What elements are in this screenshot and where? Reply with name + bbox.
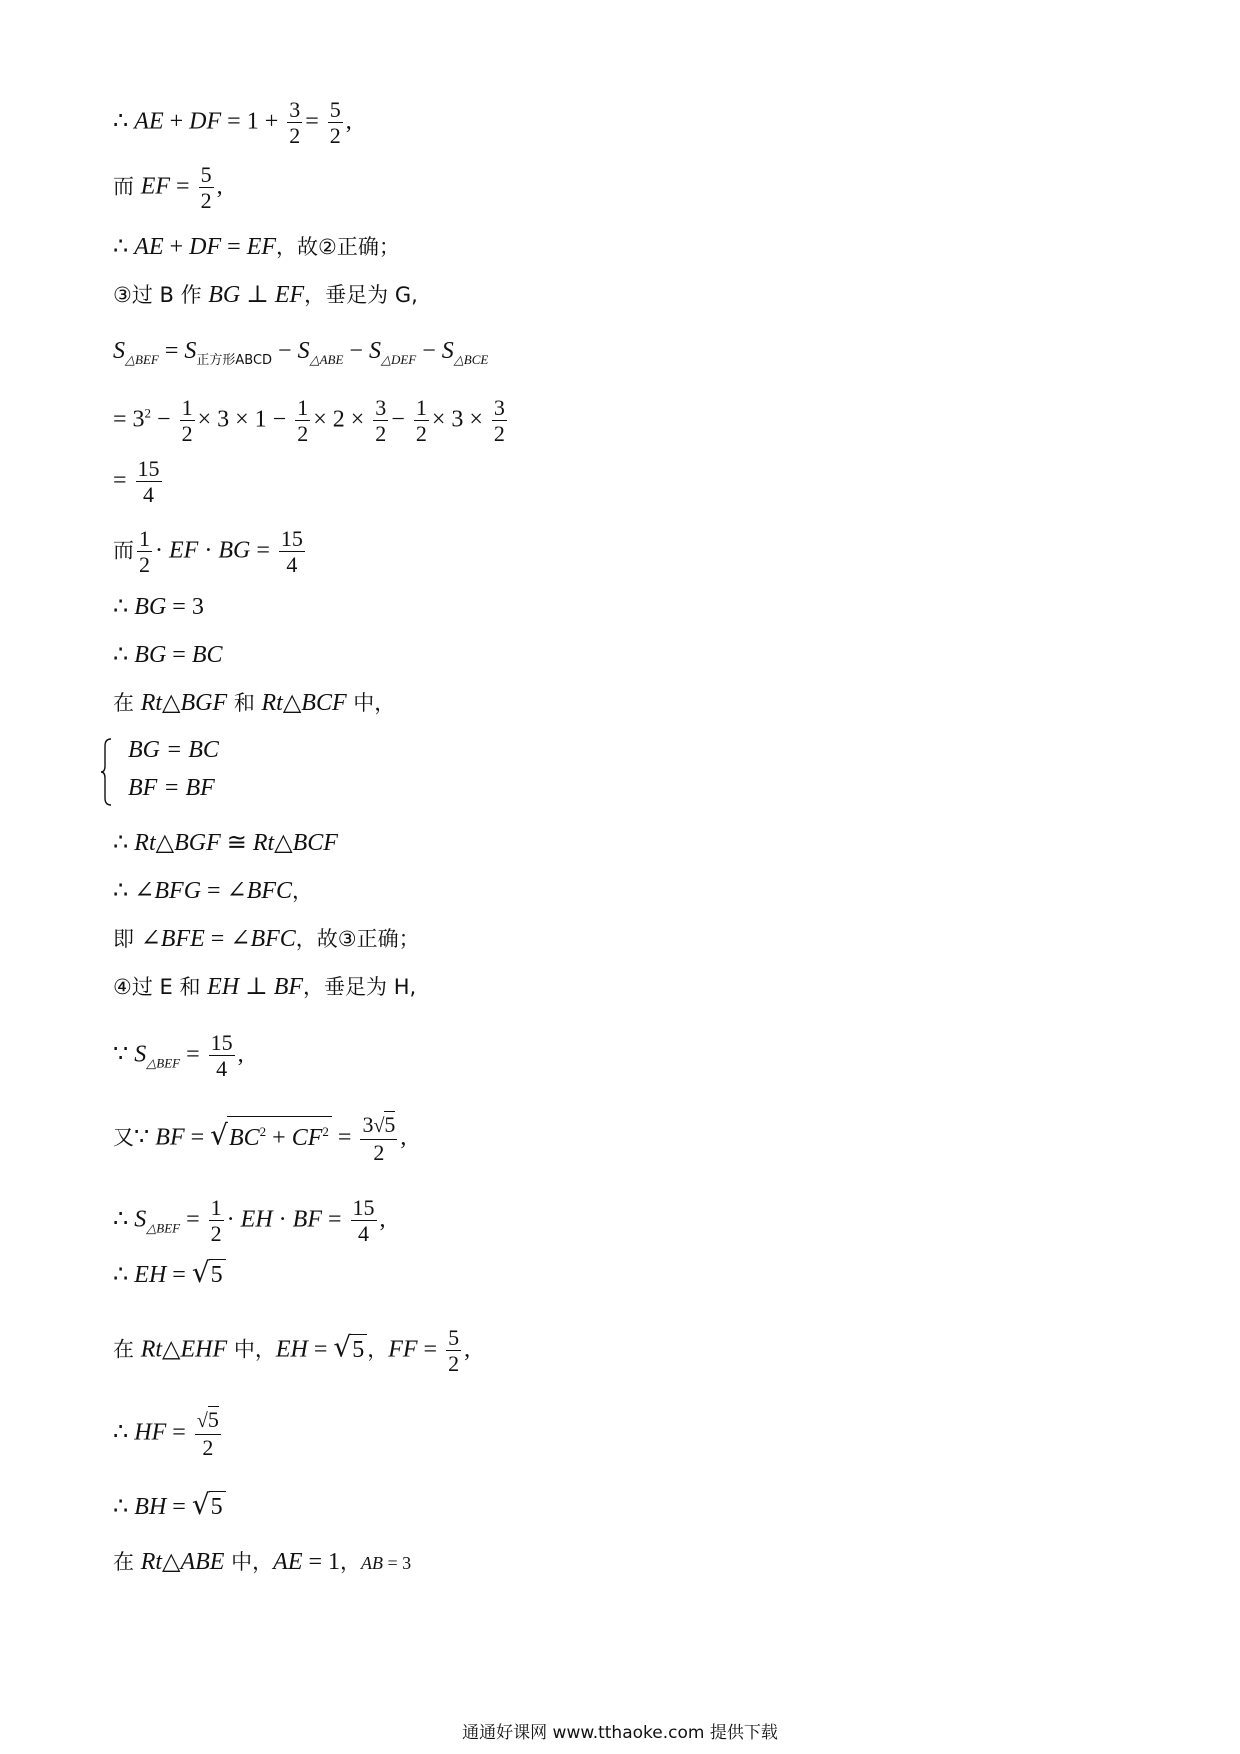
line-18: 又∵ BF = $√BC^2 + CF^2$ = $\frac{3√5}{2}$ , [113,1112,407,1165]
footer-watermark: 通通好课网 www.tthaoke.com 提供下载 [462,1723,778,1743]
line-20: ∴ EH = √5 [113,1258,226,1291]
line-14: ∴ ∠BFG = ∠BFC， [113,878,314,904]
line-15: 即 ∠BFE = ∠BFC，故③正确； [113,926,420,952]
line-23: ∴ BH = √5 [113,1490,226,1523]
line-24: 在 Rt△ABE 中，AE = 1，AB = 3 [113,1549,412,1575]
system-eq-2: BF = BF [128,775,215,801]
left-brace [100,738,112,806]
line-8: 而 $\frac{1}{2}$ · EF · BG = $\frac{15}{4}$ [113,526,303,577]
line-21: 在 Rt△EHF 中，EH = √5 ，FF = $\frac{5}{2}$ , [113,1325,471,1376]
line-5: $S_{\triangle BEF} = S_{正方形ABCD} - S_{\triangle ABE} - S_{\triangle DEF} - S_{\triangle BCE}$ [113,338,489,368]
line-13: ∴ Rt△BGF ≅ Rt△BCF [113,830,338,856]
line-12a [128,735,219,766]
line-2: 而 EF = $\frac{5}{2}$ , [113,162,223,213]
line-9: ∴ BG = 3 [113,594,204,620]
line-1: ∴ AE + DF = 1 + $\frac{3}{2}$ = $\frac{5}{2}$ , [113,97,352,148]
line-17: ∵ $S_{\triangle BEF}$ = $\frac{15}{4}$ , [113,1030,244,1081]
line-10: ∴ BG = BC [113,642,223,668]
line-22: ∴ HF = $\frac{√5}{2}$ [113,1407,219,1460]
line-19: ∴ $S_{\triangle BEF}$ = $\frac{1}{2}$ · EH · BF = $\frac{15}{4}$ , [113,1195,386,1246]
line-6: = $3^2$ − $\frac{1}{2}$ × 3 × 1 − $\frac{1}{2}$ × 2 × $\frac{3}{2}$ − $\frac{1}{2}$ × 3 × $\frac{3}{2}$ [113,395,505,446]
line-4: ③过 B 作 BG ⊥ EF，垂足为 G, [113,282,418,308]
line-3: ∴ AE + DF = EF，故②正确； [113,234,400,260]
line-11: 在 Rt△BGF 和 Rt△BCF 中， [113,690,396,716]
line-16: ④过 E 和 EH ⊥ BF，垂足为 H, [113,974,417,1000]
line-12b [128,773,215,804]
line-7: = $\frac{15}{4}$ [113,456,160,507]
system-eq-1: BG = BC [128,737,219,763]
